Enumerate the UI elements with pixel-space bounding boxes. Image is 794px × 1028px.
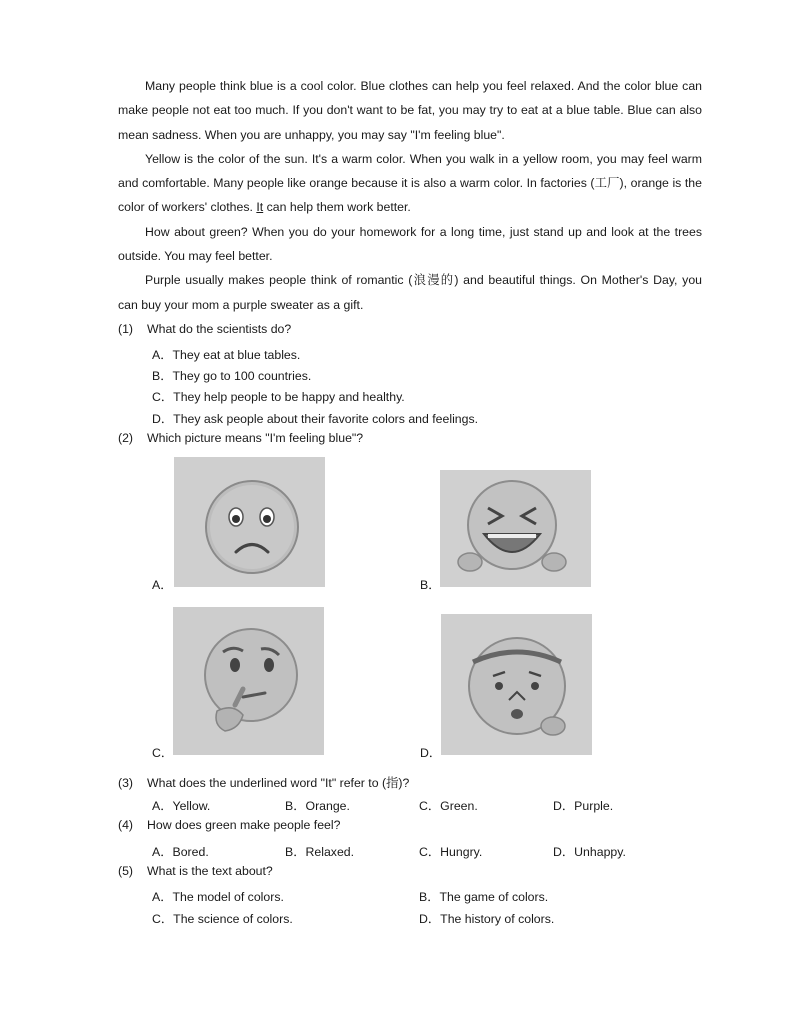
question-text: What does the underlined word "It" refer to (指)? [147,776,410,790]
q4-option-b[interactable]: B．Relaxed. [285,845,355,859]
q4-option-d[interactable]: D．Unhappy. [553,845,626,859]
question-1 [118,322,291,336]
q4-option-c[interactable]: C．Hungry. [419,845,483,859]
laughing-face-icon [440,470,591,587]
question-text: Which picture means "I'm feeling blue"? [147,431,364,445]
paragraph-2-text-a: Yellow is the color of the sun. It's a warm color. When you walk in a yellow room, you may feel warm and comfortable. Many people like orange because it is also a warm color. In factories (工厂), orange is the color of workers' clothes. [118,151,702,215]
question-number: (3) [118,776,134,790]
paragraph-1: Many people think blue is a cool color. Blue clothes can help you feel relaxed. And the color blue can make people not eat too much. If you don't want to be fat, you may try to eat at a blue table. Blue can also mean sadness. When you are unhappy, you may say "I'm feeling blue". [118,79,702,142]
q5-option-a[interactable]: A．The model of colors. [152,890,284,904]
paragraph-2-text-b: can help them work better. [263,200,411,215]
q2-option-c[interactable]: C． [152,746,174,760]
sad-face-icon [174,457,325,587]
q3-option-d[interactable]: D．Purple. [553,799,614,813]
question-text: What do the scientists do? [147,322,292,336]
question-number: (2) [118,431,134,445]
headband-face-icon [441,614,592,755]
q1-option-d[interactable]: D．They ask people about their favorite colors and feelings. [152,412,479,426]
paragraph-3: How about green? When you do your homework for a long time, just stand up and look at the trees outside. You may feel better. [118,224,702,264]
q4-option-a[interactable]: A．Bored. [152,845,209,859]
paragraph-4: Purple usually makes people think of romantic (浪漫的) and beautiful things. On Mother's Day, you can buy your mom a purple sweater as a gift. [118,273,702,312]
thinking-face-icon [173,607,324,755]
q2-option-d[interactable]: D． [420,746,442,760]
q1-option-c[interactable]: C．They help people to be happy and healthy. [152,390,405,404]
question-2 [118,431,363,445]
question-4 [118,818,340,832]
q2-option-a[interactable]: A． [152,578,173,592]
q5-option-b[interactable]: B．The game of colors. [419,890,549,904]
sad-face-picture[interactable] [174,457,325,587]
question-text: How does green make people feel? [147,818,341,832]
q3-option-c[interactable]: C．Green. [419,799,478,813]
question-number: (1) [118,322,134,336]
q5-option-d[interactable]: D．The history of colors. [419,912,555,926]
laughing-face-picture[interactable] [440,470,591,587]
question-5 [118,864,273,878]
question-number: (4) [118,818,134,832]
paragraph-2 [118,147,702,220]
reading-passage [118,74,702,317]
headband-face-picture[interactable] [441,614,592,755]
q3-option-a[interactable]: A．Yellow. [152,799,211,813]
q1-option-b[interactable]: B．They go to 100 countries. [152,369,312,383]
q2-option-b[interactable]: B． [420,578,441,592]
question-number: (5) [118,864,134,878]
q1-option-a[interactable]: A．They eat at blue tables. [152,348,301,362]
question-3 [118,773,409,791]
q5-option-c[interactable]: C．The science of colors. [152,912,293,926]
question-text: What is the text about? [147,864,273,878]
q3-option-b[interactable]: B．Orange. [285,799,350,813]
underlined-word: It [256,200,264,215]
thinking-face-picture[interactable] [173,607,324,755]
